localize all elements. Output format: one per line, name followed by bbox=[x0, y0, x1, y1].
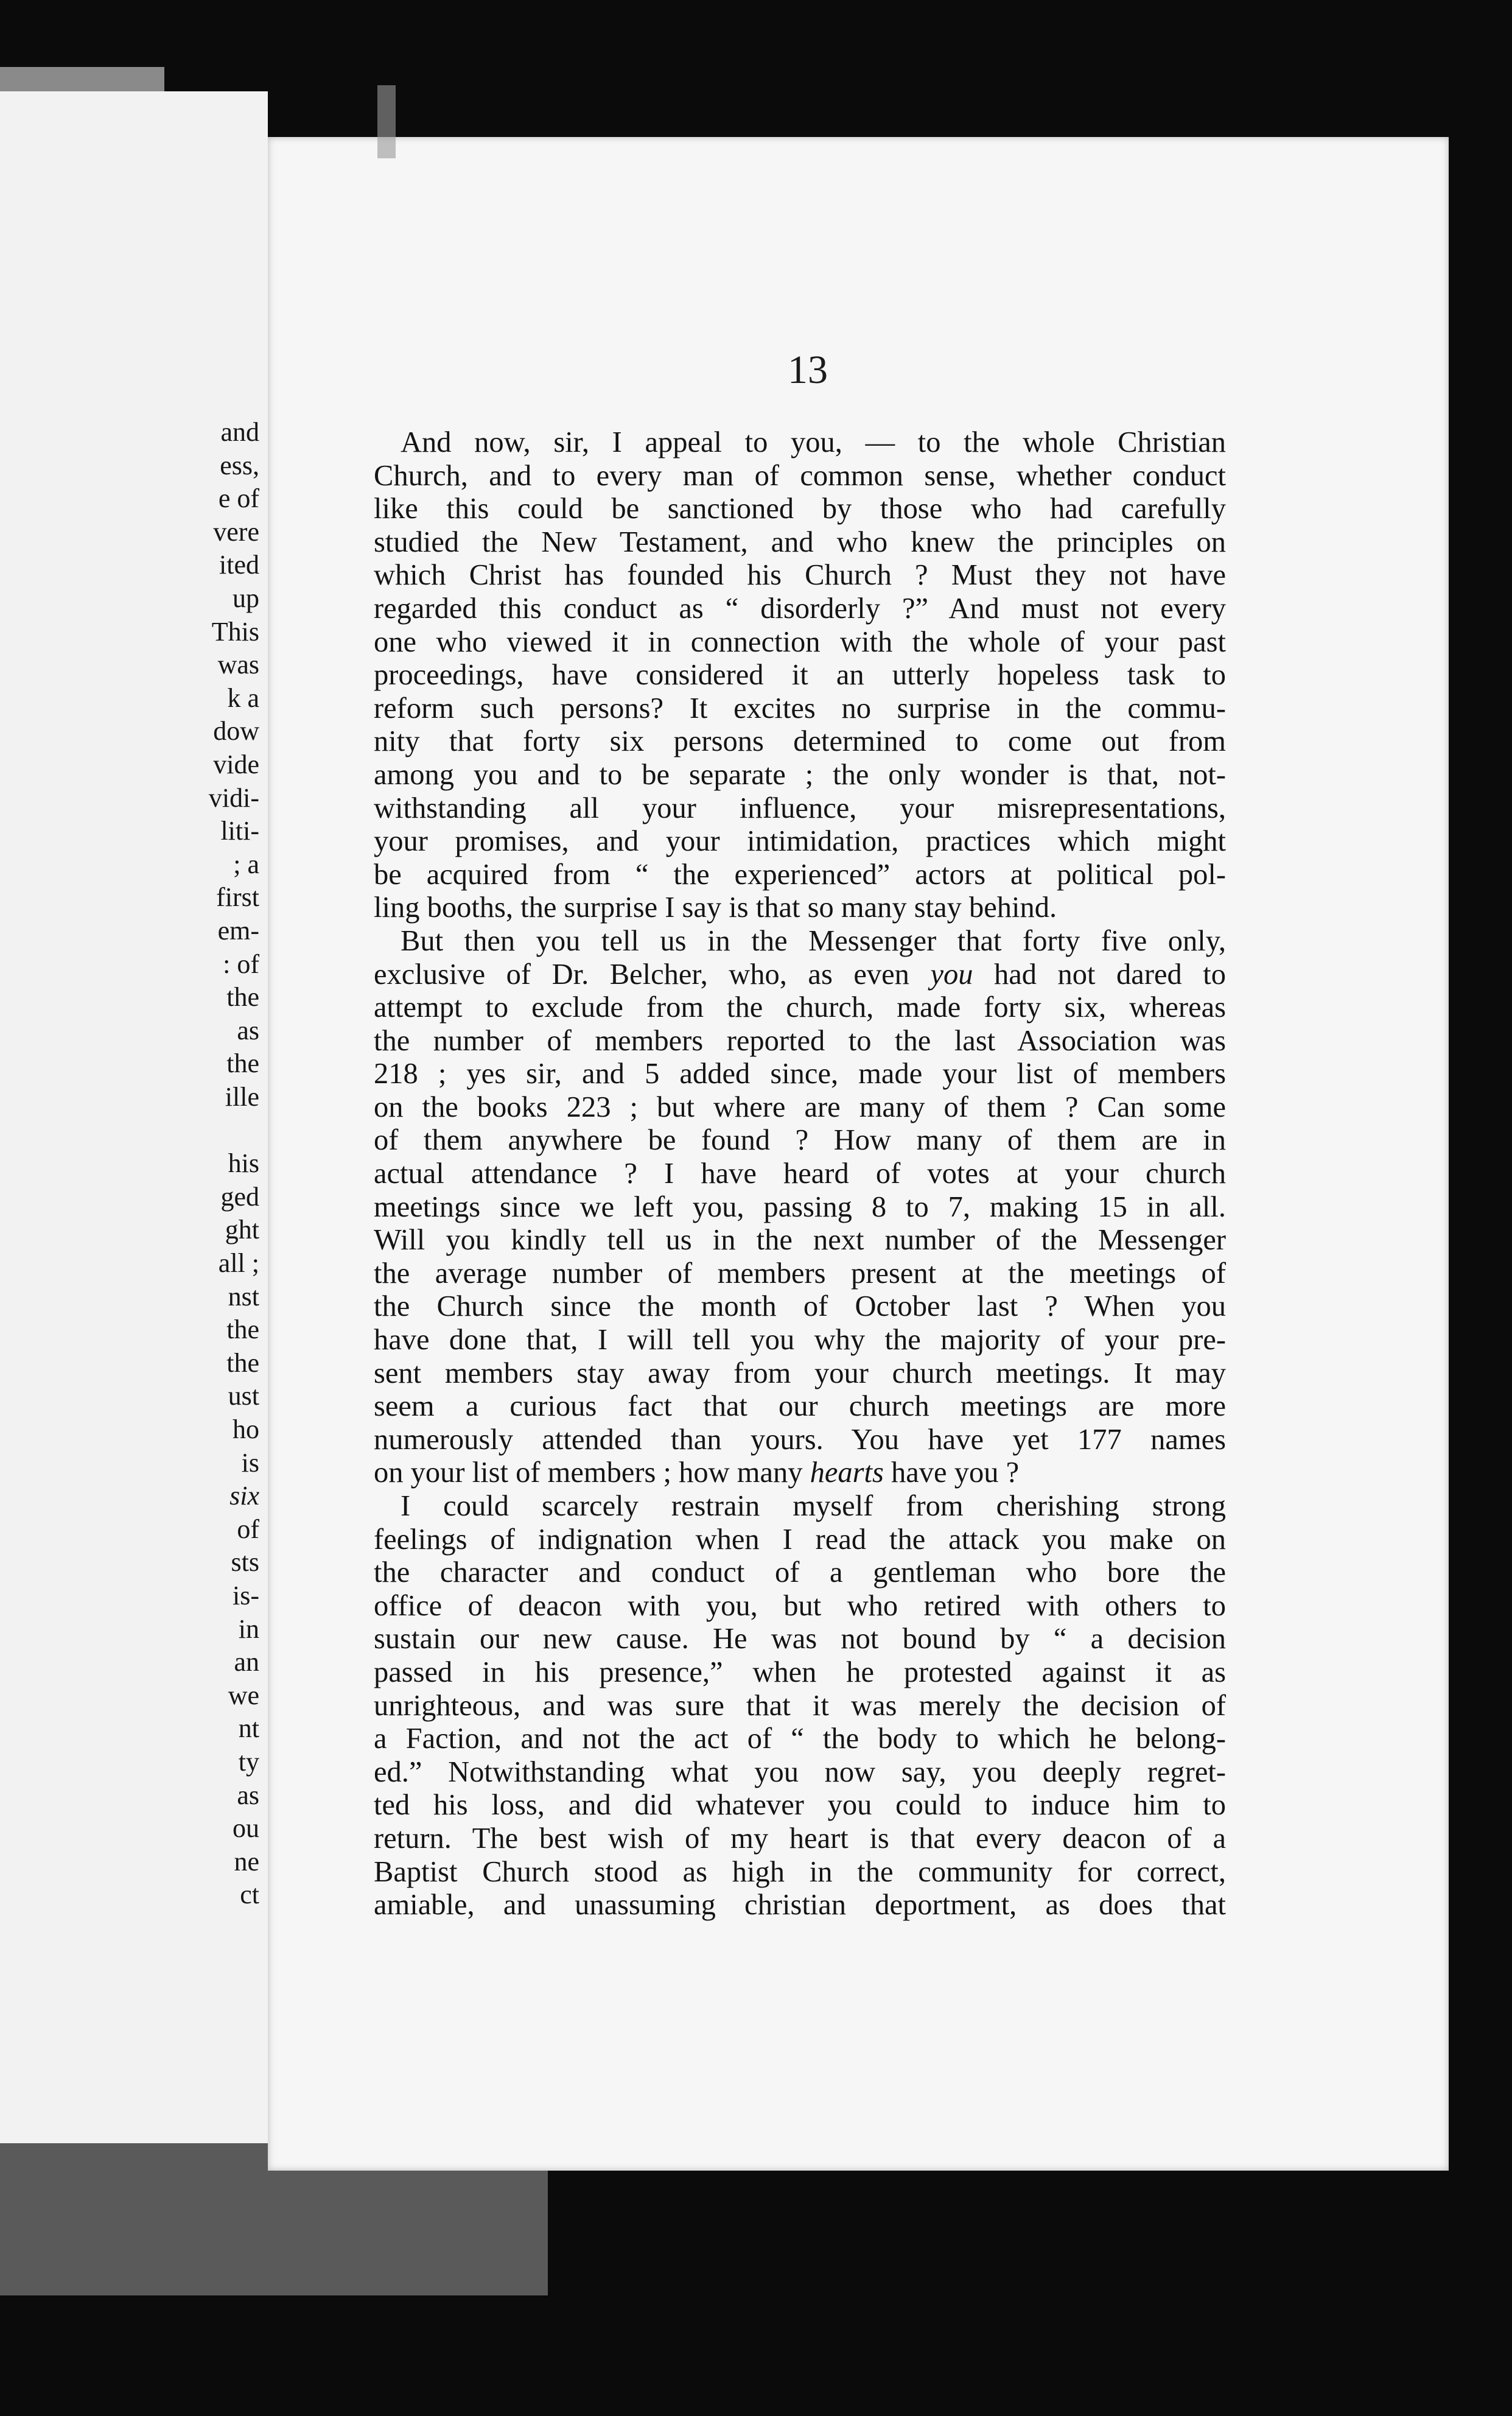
text-line: proceedings, have considered it an utterly hopeless task to bbox=[374, 659, 1226, 692]
text-line: sent members stay away from your church meetings. It may bbox=[374, 1357, 1226, 1389]
text-line: among you and to be separate ; the only wonder is that, not- bbox=[374, 758, 1226, 791]
left-page-fragment: ne bbox=[234, 1846, 259, 1877]
text-line: ted his loss, and did whatever you could to induce him to bbox=[374, 1789, 1226, 1822]
text-line: one who viewed it in connection with the whole of your past bbox=[374, 625, 1226, 658]
text-line: actual attendance ? I have heard of votes at your church bbox=[374, 1157, 1226, 1190]
text-line: have done that, I will tell you why the majority of your pre- bbox=[374, 1324, 1226, 1357]
text-line: 218 ; yes sir, and 5 added since, made your list of members bbox=[374, 1058, 1226, 1090]
text-line: the Church since the month of October last ? When you bbox=[374, 1290, 1226, 1323]
left-page-fragment: up bbox=[233, 583, 259, 613]
left-page-fragment: nst bbox=[228, 1281, 259, 1312]
left-page-fragment: vidi- bbox=[208, 782, 259, 813]
left-page-fragment: nt bbox=[238, 1713, 259, 1744]
left-page-fragment: vide bbox=[213, 750, 259, 779]
left-page-fragment: ; a bbox=[233, 849, 259, 879]
text-line: the average number of members present at the meetings of bbox=[374, 1257, 1226, 1290]
text-line: meetings since we left you, passing 8 to 7, making 15 in all. bbox=[374, 1190, 1226, 1223]
text-line: But then you tell us in the Messenger that forty five only, bbox=[401, 924, 1226, 957]
left-page-fragment: : of bbox=[223, 949, 259, 979]
left-page-fragment: an bbox=[234, 1647, 259, 1677]
text-line: office of deacon with you, but who retired with others to bbox=[374, 1589, 1226, 1622]
left-page-fragment: ess, bbox=[220, 450, 259, 480]
text-line: attempt to exclude from the church, made forty six, whereas bbox=[374, 991, 1226, 1024]
left-page-fragment: ged bbox=[220, 1181, 259, 1212]
text-line: Baptist Church stood as high in the community for correct, bbox=[374, 1855, 1226, 1888]
text-line: return. The best wish of my heart is that every deacon of a bbox=[374, 1822, 1226, 1855]
text-line: be acquired from “ the experienced” actors at political pol- bbox=[374, 858, 1226, 891]
left-page-fragment: the bbox=[226, 1315, 259, 1345]
left-page-fragment: dow bbox=[213, 716, 259, 746]
left-page-fragment: first bbox=[216, 882, 259, 913]
left-page-fragment: This bbox=[211, 616, 259, 647]
left-page-fragment: in bbox=[238, 1614, 259, 1644]
text-line: I could scarcely restrain myself from cherishing strong bbox=[401, 1490, 1226, 1522]
left-page-fragment: the bbox=[226, 982, 259, 1013]
left-page-fragment: em- bbox=[217, 916, 259, 946]
text-line: Will you kindly tell us in the next number of the Messenger bbox=[374, 1224, 1226, 1257]
text-line: exclusive of Dr. Belcher, who, as even you had not dared to bbox=[374, 958, 1227, 991]
page-fold-mark bbox=[377, 85, 396, 158]
left-page-fragment: all ; bbox=[218, 1248, 259, 1278]
text-line: studied the New Testament, and who knew the principles on bbox=[374, 525, 1226, 558]
left-page-fragment: is- bbox=[233, 1581, 259, 1610]
text-line: sustain our new cause. He was not bound by “ a decision bbox=[374, 1623, 1226, 1656]
left-page-fragment: ho bbox=[233, 1414, 259, 1444]
page-number: 13 bbox=[788, 348, 828, 392]
left-page-fragment: ct bbox=[240, 1880, 259, 1910]
text-line: ling booths, the surprise I say is that so many stay behind. bbox=[374, 891, 1057, 924]
left-page-fragment: as bbox=[237, 1015, 259, 1045]
text-line: regarded this conduct as “ disorderly ?” And must not every bbox=[374, 592, 1226, 625]
text-line: of them anywhere be found ? How many of them are in bbox=[374, 1124, 1226, 1157]
text-line: And now, sir, I appeal to you, — to the whole Christian bbox=[401, 426, 1226, 458]
text-line: passed in his presence,” when he protested against it as bbox=[374, 1656, 1226, 1688]
text-line: on the books 223 ; but where are many of them ? Can some bbox=[374, 1090, 1226, 1123]
left-page bbox=[0, 91, 268, 2143]
left-page-fragment: is bbox=[241, 1447, 259, 1478]
text-line: unrighteous, and was sure that it was merely the decision of bbox=[374, 1689, 1226, 1722]
left-page-fragment: ght bbox=[225, 1215, 259, 1245]
text-line: amiable, and unassuming christian deportment, as does that bbox=[374, 1889, 1226, 1922]
text-line: reform such persons? It excites no surprise in the commu- bbox=[374, 692, 1226, 725]
left-page-fragment: vere bbox=[213, 516, 259, 547]
left-page-fragment: we bbox=[228, 1680, 259, 1710]
left-page-fragment: and bbox=[220, 417, 259, 447]
text-line: the number of members reported to the last Association was bbox=[374, 1024, 1226, 1057]
left-page-fragment: ou bbox=[233, 1813, 259, 1844]
text-line: a Faction, and not the act of “ the body to which he belong- bbox=[374, 1722, 1226, 1755]
text-line: your promises, and your intimidation, practices which might bbox=[374, 825, 1226, 858]
text-line: Church, and to every man of common sense, whether conduct bbox=[374, 459, 1226, 492]
left-page-fragment: k a bbox=[227, 683, 259, 713]
text-line: the character and conduct of a gentleman who bore the bbox=[374, 1556, 1226, 1589]
left-page-fragment: the bbox=[226, 1347, 259, 1378]
page-body-text bbox=[374, 426, 1226, 1922]
text-line: which Christ has founded his Church ? Must they not have bbox=[374, 559, 1226, 592]
left-page-fragment: e of bbox=[218, 483, 259, 514]
left-page-fragment: liti- bbox=[220, 816, 259, 846]
text-line: withstanding all your influence, your misrepresentations, bbox=[374, 792, 1226, 824]
left-page-fragment: six bbox=[229, 1481, 259, 1511]
text-line: like this could be sanctioned by those who had carefully bbox=[374, 493, 1226, 525]
left-page-fragment: was bbox=[217, 650, 259, 680]
text-line: nity that forty six persons determined to come out from bbox=[374, 725, 1226, 758]
left-page-fragment: of bbox=[237, 1514, 259, 1544]
text-line: ed.” Notwithstanding what you now say, you deeply regret- bbox=[374, 1755, 1226, 1788]
text-line: on your list of members ; how many hearts have you ? bbox=[374, 1456, 1020, 1489]
left-page-fragment: ust bbox=[228, 1381, 259, 1411]
left-page-fragment: the bbox=[226, 1048, 259, 1079]
text-line: feelings of indignation when I read the attack you make on bbox=[374, 1523, 1226, 1556]
left-page-fragment: ty bbox=[238, 1747, 259, 1777]
left-page-fragment: ited bbox=[219, 550, 259, 580]
left-page-fragment: as bbox=[237, 1780, 259, 1810]
left-page-fragment: ille bbox=[225, 1082, 259, 1112]
text-line: numerously attended than yours. You have yet 177 names bbox=[374, 1423, 1226, 1456]
text-line: seem a curious fact that our church meetings are more bbox=[374, 1390, 1226, 1423]
left-page-fragment: sts bbox=[231, 1547, 259, 1578]
left-page-fragment: his bbox=[228, 1148, 259, 1179]
